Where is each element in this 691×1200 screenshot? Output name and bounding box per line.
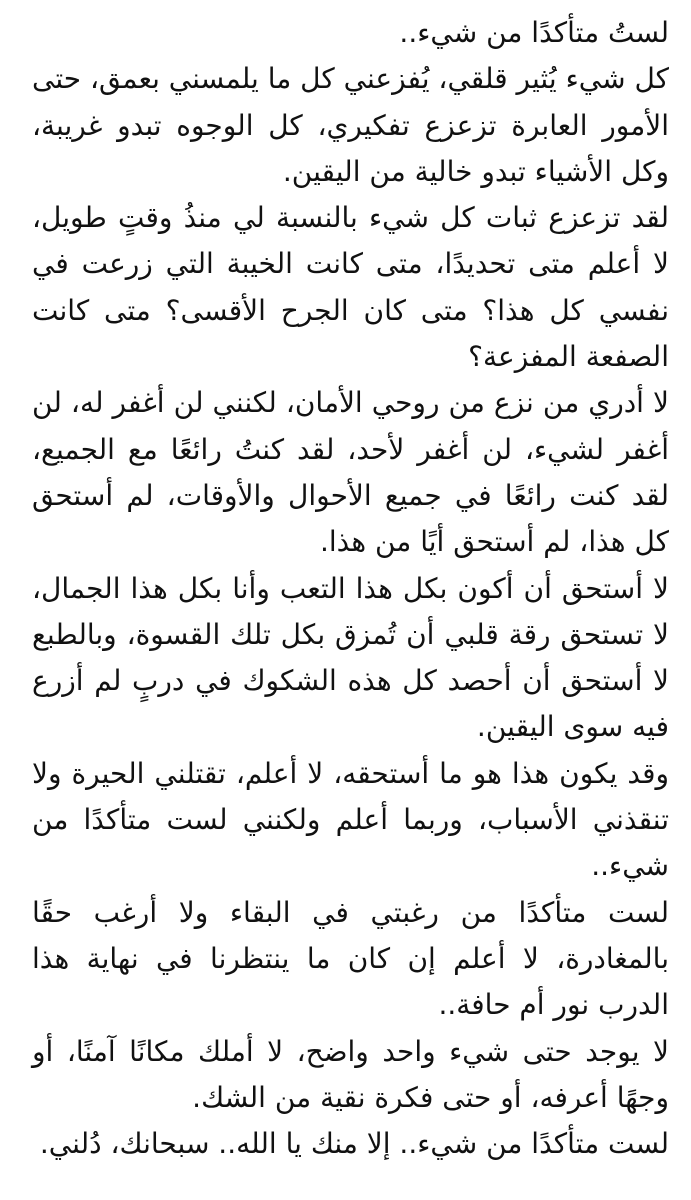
text-page — [32, 10, 669, 1192]
paragraph-closing: لست متأكدًا من شيء.. إلا منك يا الله.. سبحانك، دُلني. — [39, 1127, 669, 1161]
paragraph-confusion: وقد يكون هذا هو ما أستحقه، لا أعلم، تقتلني الحيرة ولا تنقذني الأسباب، وربما أعلم ولكنني لست متأكدًا من شيء.. — [32, 756, 669, 883]
paragraph-deserve: لا أستحق أن أكون بكل هذا التعب وأنا بكل هذا الجمال، لا تستحق رقة قلبي أن تُمزق بكل تلك القسوة، وبالطبع لا أستحق أن أحصد كل هذه الشكوك في دربٍ لم أزرع فيه سوى اليقين. — [32, 571, 669, 744]
paragraph-leaving: لست متأكدًا من رغبتي في البقاء ولا أرغب حقًا بالمغادرة، لا أعلم إن كان ما ينتظرنا في نهاية هذا الدرب نور أم حافة.. — [32, 895, 669, 1022]
paragraph-anxiety: كل شيء يُثير قلقي، يُفزعني كل ما يلمسني بعمق، حتى الأمور العابرة تزعزع تفكيري، كل الوجوه تبدو غريبة، وكل الأشياء تبدو خالية من اليقين. — [32, 62, 669, 188]
paragraph-forgiveness: لا أدري من نزع من روحي الأمان، لكنني لن أغفر له، لن أغفر لشيء، لن أغفر لأحد، لقد كنتُ رائعًا مع الجميع، لقد كنت رائعًا في جميع الأحوال والأوقات، لم أستحق كل هذا، لم أستحق أيًا من هذا. — [32, 386, 669, 559]
paragraph-opening: لستُ متأكدًا من شيء.. — [399, 16, 669, 49]
paragraph-shaken: لقد تزعزع ثبات كل شيء بالنسبة لي منذُ وقتٍ طويل، لا أعلم متى تحديدًا، متى كانت الخيبة التي زرعت في نفسي كل هذا؟ متى كان الجرح الأقسى؟ متى كانت الصفعة المفزعة؟ — [32, 201, 669, 374]
paragraph-nothing-clear: لا يوجد حتى شيء واحد واضح، لا أملك مكانًا آمنًا، أو وجهًا أعرفه، أو حتى فكرة نقية من الشك. — [32, 1034, 669, 1114]
